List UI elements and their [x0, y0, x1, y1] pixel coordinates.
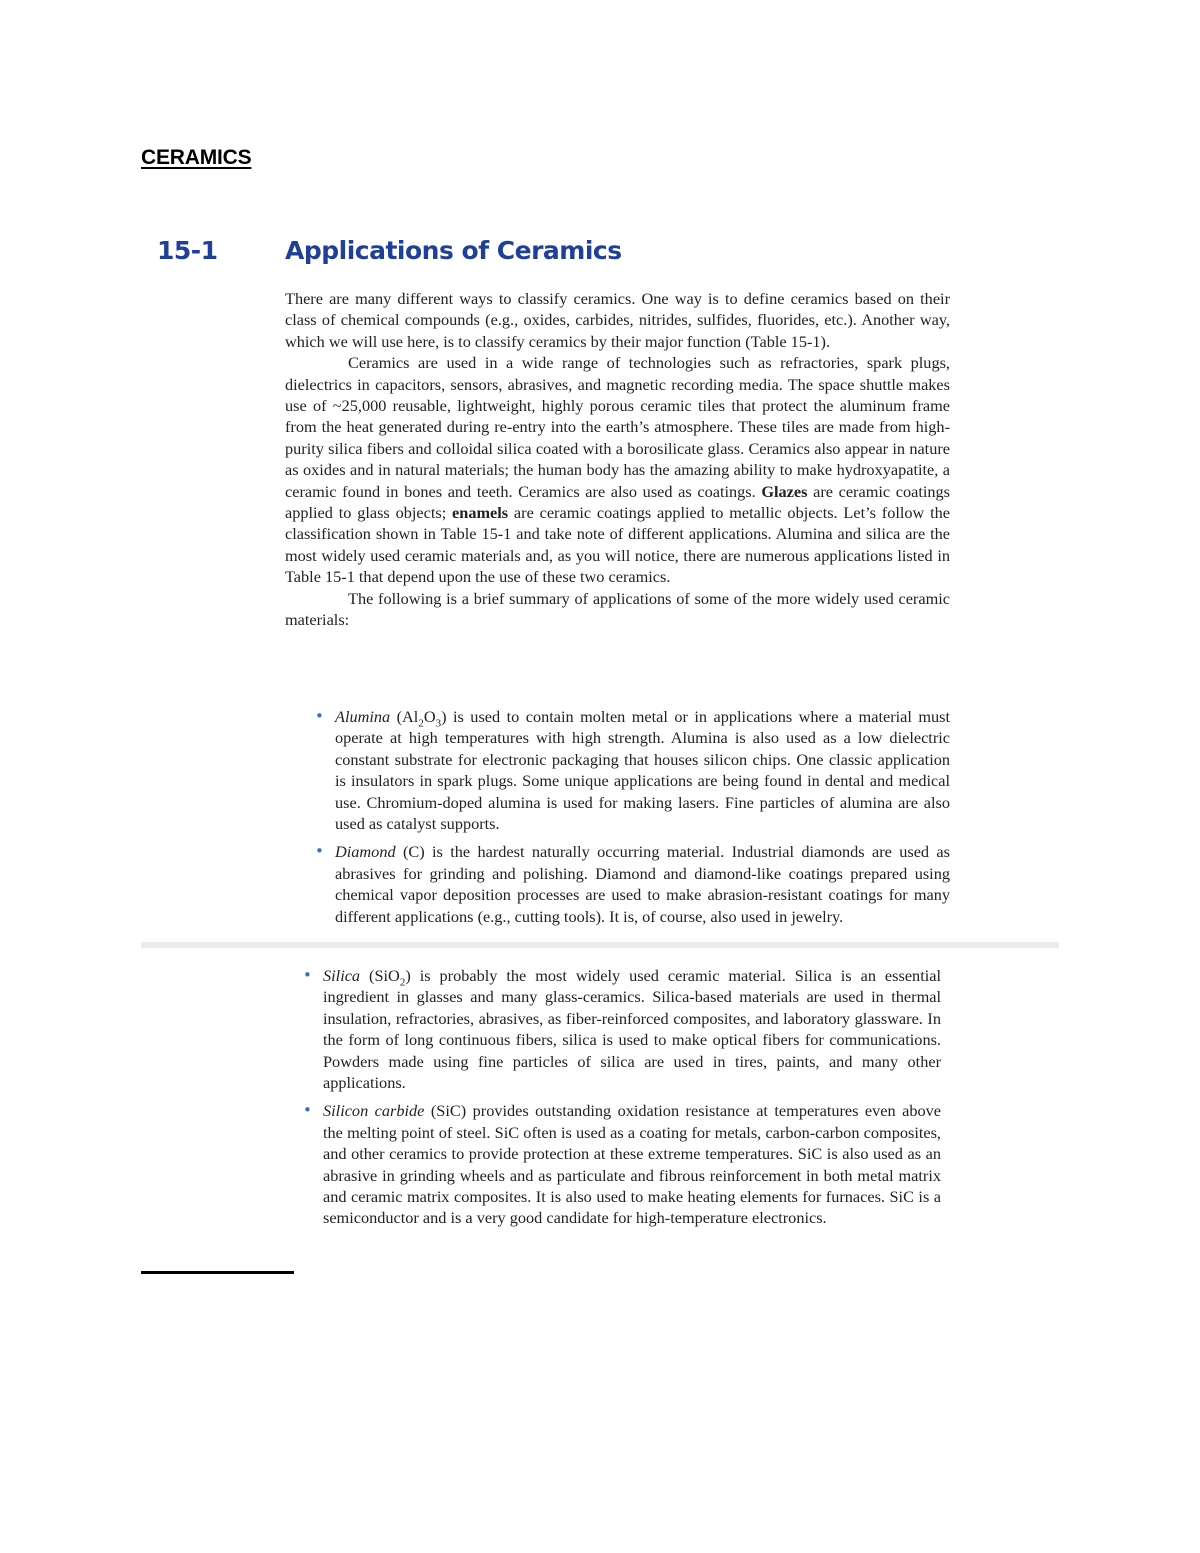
bullet-list-bottom [303, 965, 942, 1236]
bullet-icon: • [315, 707, 324, 725]
term-diamond: Diamond [335, 842, 396, 862]
formula-part: ) [405, 966, 411, 985]
formula-part: ) [441, 707, 447, 726]
footnote-separator [141, 1271, 294, 1274]
formula-part: O [423, 707, 436, 726]
bullet-text: provides outstanding oxidation resistance at temperatures even above the melting point of steel. SiC often is used as a coating for metals, carbon-carbon composites, and other ceramics to provide protection at these extreme temperatures. SiC is also used as an abrasive in grinding wheels and as particulate and fibrous reinforcement in both metal matrix and ceramic matrix composites. It is also used to make heating elements for furnaces. SiC is a semiconductor and is a very good candidate for high-temperature electronics. [323, 1101, 942, 1228]
page-break-divider [141, 942, 1059, 948]
formula-part: (SiO [360, 966, 400, 985]
glazes-term: Glazes [761, 481, 808, 501]
formula-part: (SiC) [424, 1101, 467, 1121]
section-number: 15-1 [157, 236, 218, 265]
paragraph-2-part-c: are ceramic coatings applied to metallic objects. Let’s follow the classification shown in Table 15-1 and take note of different applications. Alumina and silica are the most widely used ceramic materials and, as you will notice, there are numerous applications listed in Table 15-1 that depend upon the use of these two ceramics. [285, 503, 950, 587]
list-item-silica [303, 965, 941, 1093]
paragraph-2-part-b: are ceramic coatings applied to glass objects; [285, 481, 951, 523]
bullet-icon: • [315, 842, 324, 861]
term-silicon-carbide: Silicon carbide [323, 1101, 425, 1121]
formula-subscript: 2 [418, 717, 424, 730]
list-item-diamond [315, 841, 950, 927]
bullet-text: is used to contain molten metal or in applications where a material must operate at high temperatures with high strength. Alumina is also used as a low dielectric constant substrate for electronic packaging that houses silicon chips. One classic application is insulators in spark plugs. Some unique applications are being found in dental and medical use. Chromium-doped alumina is used for making lasers. Fine particles of alumina are also used as catalyst supports. [335, 707, 951, 834]
section-title: Applications of Ceramics [285, 236, 622, 265]
formula-part: (Al [390, 707, 419, 726]
formula-part: (C) [395, 842, 425, 862]
list-item-alumina [315, 706, 951, 834]
intro-paragraph-3: The following is a brief summary of applications of some of the more widely used ceramic materials: [285, 588, 950, 630]
formula-subscript: 2 [399, 976, 406, 989]
formula-subscript: 3 [435, 717, 442, 730]
enamels-term: enamels [452, 503, 509, 523]
paragraph-2-part-a: Ceramics are used in a wide range of technologies such as refractories, spark plugs, dielectrics in capacitors, sensors, abrasives, and magnetic recording media. The space shuttle makes use of ~25,000 reusable, lightweight, highly porous ceramic tiles that protect the aluminum frame from the heat generated during re-entry into the earth’s atmosphere. These tiles are made from high-purity silica fibers and colloidal silica coated with a borosilicate glass. Ceramics also appear in nature as oxides and in natural materials; the human body has the amazing ability to make hydroxyapatite, a ceramic found in bones and teeth. Ceramics are also used as coatings. [285, 353, 950, 501]
intro-paragraph-1: There are many different ways to classify ceramics. One way is to define ceramics based on their class of chemical compounds (e.g., oxides, carbides, nitrides, sulfides, fluorides, etc.). Another way, which we will use here, is to classify ceramics by their major function (Table 15-1). [285, 289, 950, 351]
bullet-text: is probably the most widely used ceramic material. Silica is an essential ingredient in glasses and many glass-ceramics. Silica-based materials are used in thermal insulation, refractories, abrasives, as fiber-reinforced composites, and laboratory glassware. In the form of long continuous fibers, silica is used to make optical fibers for communications. Powders made using fine particles of silica are used in tires, paints, and many other applications. [323, 966, 941, 1093]
term-alumina: Alumina [335, 707, 391, 726]
intro-paragraph-2 [285, 352, 950, 587]
page-heading: CERAMICS [141, 146, 252, 169]
bullet-text: is the hardest naturally occurring material. Industrial diamonds are used as abrasives for grinding and polishing. Diamond and diamond-like coatings prepared using chemical vapor deposition processes are used to make abrasion-resistant coatings for many different applications (e.g., cutting tools). It is, of course, also used in jewelry. [335, 842, 950, 926]
list-item-silicon-carbide [303, 1100, 942, 1228]
term-silica: Silica [323, 966, 361, 985]
intro-text [285, 288, 950, 631]
bullet-icon: • [303, 966, 312, 984]
bullet-icon: • [303, 1101, 312, 1120]
bullet-list-top [315, 706, 951, 934]
